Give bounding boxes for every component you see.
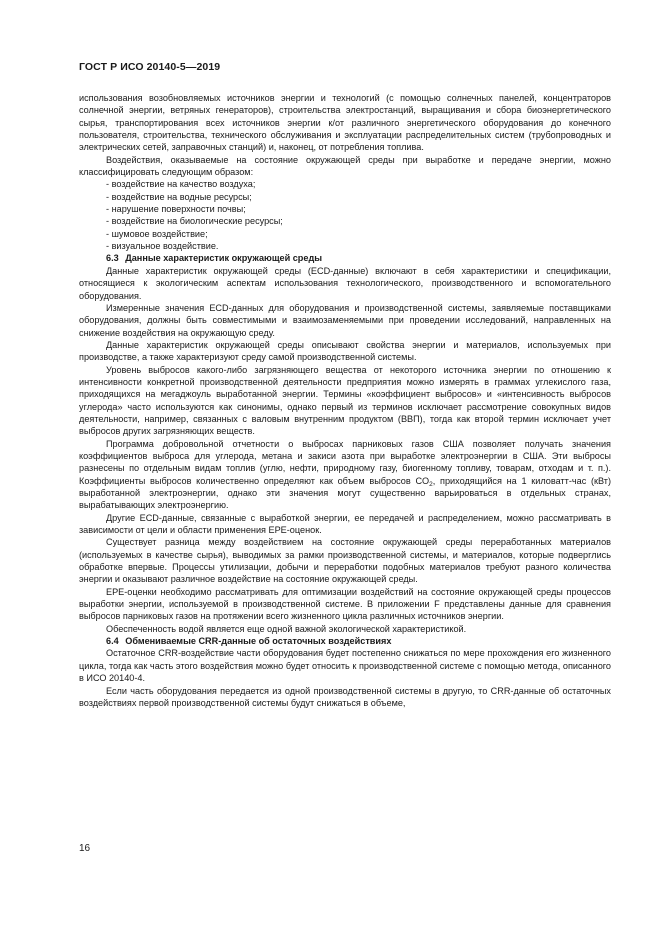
list-item: - воздействие на биологические ресурсы;: [106, 215, 611, 227]
paragraph: Другие ECD-данные, связанные с выработкой энергии, ее передачей и распределением, можно рассматривать в зависимости от цели и области применения EPE-оценок.: [79, 512, 611, 536]
paragraph: использования возобновляемых источников энергии и технологий (с помощью солнечных панелей, концентраторов солнечной энергии, ветряных генераторов), строительства электростанций, выращивания и сбора биоэнергетического сырья, транспортирования всех источников энергии к/от различного энергетического оборудования до конечного пользователя, строительства, технического обслуживания и эксплуатации распределительных систем (трубопроводных и электрических сетей, заправочных станций) и, наконец, от потребления топлива.: [79, 93, 611, 153]
paragraph: Измеренные значения ECD-данных для оборудования и производственной системы, заявляемые поставщиками оборудования, должны быть совместимыми и взаимозаменяемыми при проведении исследований, направленных на снижение воздействия на окружающую среду.: [79, 302, 611, 338]
section-number: 6.3: [106, 253, 119, 264]
paragraph: Обеспеченность водой является еще одной важной экологической характеристикой.: [106, 623, 467, 634]
section-title: Обмениваемые CRR-данные об остаточных воздействиях: [125, 636, 392, 647]
paragraph: EPE-оценки необходимо рассматривать для оптимизации воздействий на состояние окружающей среды процессов выработки энергии, используемой в производственной системе. В приложении F представлены данные для сравнения выбросов парниковых газов на протяжении всего жизненного цикла различных источников энергии.: [79, 586, 611, 622]
paragraph: Существует разница между воздействием на состояние окружающей среды переработанных материалов (используемых в качестве сырья), выводимых за рамки производственной системы, и материалов, которые подверглись обработке впервые. Процессы утилизации, добычи и переработки подобных материалов требуют разного количества энергии и оказывают различное воздействие на состояние окружающей среды.: [79, 537, 611, 585]
paragraph: [79, 438, 611, 512]
document-body: [79, 92, 611, 709]
document-header: ГОСТ Р ИСО 20140-5—2019: [79, 61, 221, 73]
list-item: - визуальное воздействие.: [106, 240, 611, 252]
paragraph: Данные характеристик окружающей среды (ECD-данные) включают в себя характеристики и спецификации, относящиеся к экологическим аспектам использования технологического, производственного и вспомогательного оборудования.: [79, 265, 611, 301]
page-number: 16: [79, 843, 91, 854]
paragraph-text: , приходящийся на 1 киловатт-час (кВт) выработанной электроэнергии, однако эти значения могут существенно варьироваться в отдельных странах, вырабатывающих электроэнергию.: [79, 475, 611, 511]
list-item: - воздействие на качество воздуха;: [106, 178, 611, 190]
paragraph: Данные характеристик окружающей среды описывают свойства энергии и материалов, используемых при производстве, а также характеризуют среду самой производственной системы.: [79, 339, 611, 363]
paragraph: Остаточное CRR-воздействие части оборудования будет постепенно снижаться по мере прохождения его жизненного цикла, тогда как часть этого воздействия можно будет относить к производственной системе с помощью метода, описанного в ИСО 20140-4.: [79, 648, 611, 684]
section-heading-6-3: [79, 252, 611, 264]
section-number: 6.4: [106, 636, 119, 647]
section-title: Данные характеристик окружающей среды: [125, 253, 323, 264]
subscript: 2: [429, 480, 433, 488]
list-item: - воздействие на водные ресурсы;: [106, 191, 611, 203]
paragraph: Воздействия, оказываемые на состояние окружающей среды при выработке и передаче энергии, можно классифицировать следующим образом:: [79, 154, 611, 178]
impact-list: [79, 178, 611, 252]
paragraph: Если часть оборудования передается из одной производственной системы в другую, то CRR-данные об остаточных воздействиях первой производственной системы будут снижаться в объеме,: [79, 685, 611, 708]
paragraph: Уровень выбросов какого-либо загрязняющего вещества от некоторого источника энергии по отношению к интенсивности конкретной производственной деятельности предприятия можно измерять в граммах углекислого газа, приходящихся на мегаджоуль выработанной энергии. Термины «коэффициент выбросов» и «интенсивность выбросов углерода» часто используются как синонимы, однако первый из терминов исключает рассмотрение совокупных видов деятельности, например, связанных с валовым внутренним продуктом (ВВП), тогда как второй термин исключает учет выбросов других загрязняющих веществ.: [79, 364, 611, 437]
section-heading-6-4: [79, 635, 611, 647]
list-item: - шумовое воздействие;: [106, 228, 611, 240]
paragraph-text: Программа добровольной отчетности о выбросах парниковых газов США позволяет получать значения коэффициентов выброса для углерода, метана и закиси азота при выработке электроэнергии в США. Эти выбросы разнесены по отдельным видам топлив (углю, нефти, природному газу, биогенному топливу, товарам, отходам и т. п.). Коэффициенты выбросов количественно определяют как объем выбросов CO: [79, 438, 611, 486]
list-item: - нарушение поверхности почвы;: [106, 203, 611, 215]
